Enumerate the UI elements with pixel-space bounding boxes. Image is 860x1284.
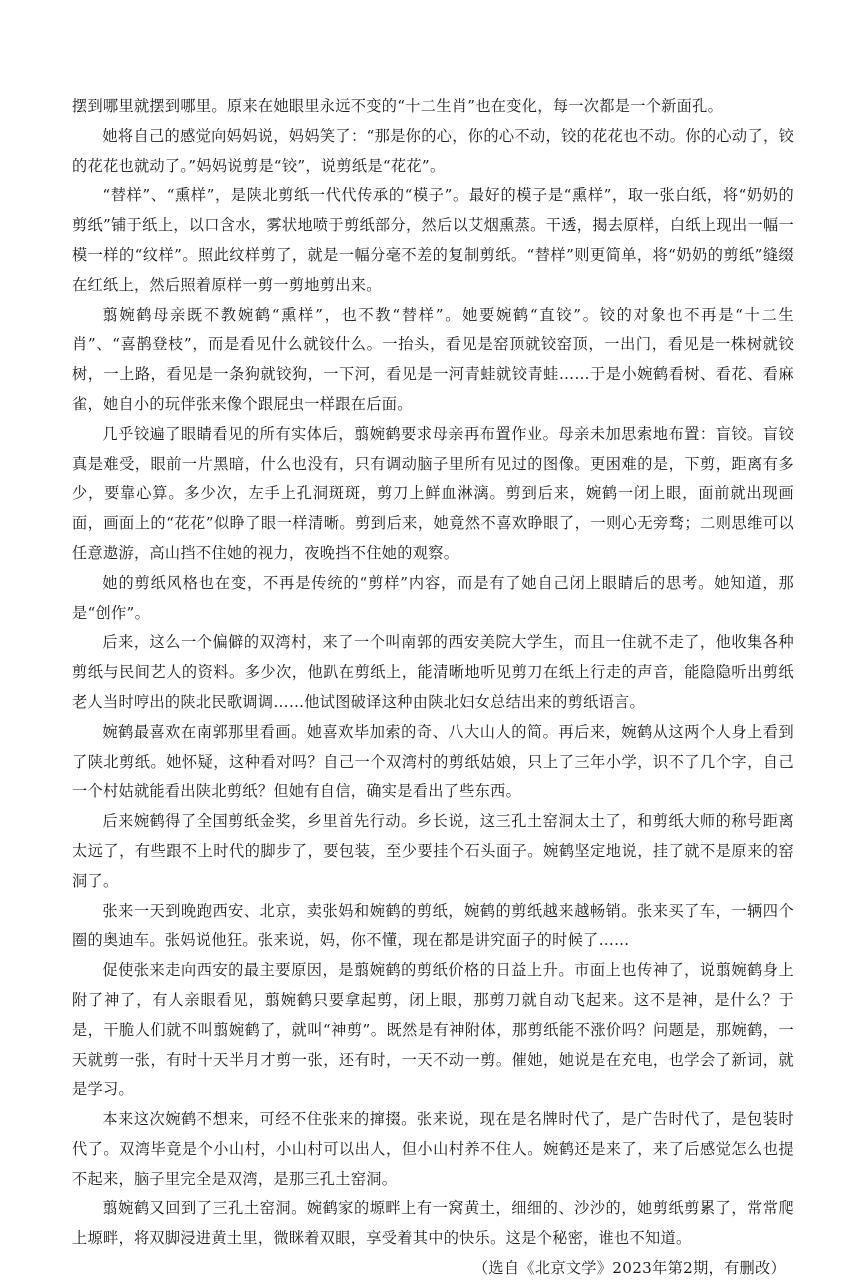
- paragraph: 摆到哪里就摆到哪里。原来在她眼里永远不变的“十二生肖”也在变化，每一次都是一个新面孔。: [72, 97, 724, 115]
- paragraph: 本来这次婉鹤不想来，可经不住张来的撺掇。张来说，现在是名牌时代了，是广告时代了，是包装时代了。双湾毕竟是个小山村，小山村可以出人，但小山村养不住人。婉鹤还是来了，来了后感觉怎么也提不起来，脑子里完全是双湾，是那三孔土窑洞。: [72, 1110, 794, 1188]
- paragraph: 她的剪纸风格也在变，不再是传统的“剪样”内容，而是有了她自己闭上眼睛后的思考。她知道，那是“创作”。: [72, 573, 794, 622]
- paragraph: 张来一天到晚跑西安、北京，卖张妈和婉鹤的剪纸，婉鹤的剪纸越来越畅销。张来买了车，一辆四个圈的奥迪车。张妈说他狂。张来说，妈，你不懂，现在都是讲究面子的时候了……: [72, 901, 794, 950]
- paragraph: “替样”、“熏样”，是陕北剪纸一代代传承的“模子”。最好的模子是“熏样”，取一张白纸，将“奶奶的剪纸”铺于纸上，以口含水，雾状地喷于剪纸部分，然后以艾烟熏蒸。干透，揭去原样，白纸上现出一幅一模一样的“纹样”。照此纹样剪了，就是一幅分毫不差的复制剪纸。“替样”则更简单，将“奶奶的剪纸”缝缀在红纸上，然后照着原样一剪一剪地剪出来。: [72, 186, 794, 294]
- paragraph: 后来，这么一个偏僻的双湾村，来了一个叫南郭的西安美院大学生，而且一住就不走了，他收集各种剪纸与民间艺人的资料。多少次，他趴在剪纸上，能清晰地听见剪刀在纸上行走的声音，能隐隐听出剪纸老人当时哼出的陕北民歌调调……他试图破译这种由陕北妇女总结出来的剪纸语言。: [72, 633, 794, 711]
- paragraph: 促使张来走向西安的最主要原因，是翦婉鹤的剪纸价格的日益上升。市面上也传神了，说翦婉鹤身上附了神了，有人亲眼看见，翦婉鹤只要拿起剪，闭上眼，那剪刀就自动飞起来。这不是神，是什么？于是，干脆人们就不叫翦婉鹤了，就叫“神剪”。既然是有神附体，那剪纸能不涨价吗？问题是，那婉鹤，一天就剪一张，有时十天半月才剪一张，还有时，一天不动一剪。催她，她说是在充电，也学会了新词，就是学习。: [72, 961, 794, 1099]
- article-body: [72, 92, 794, 1284]
- paragraph: 翦婉鹤母亲既不教婉鹤“熏样”，也不教“替样”。她要婉鹤“直铰”。铰的对象也不再是“十二生肖”、“喜鹊登枝”，而是看见什么就铰什么。一抬头，看见是窑顶就铰窑顶，一出门，看见是一株树就铰树，一上路，看见是一条狗就铰狗，一下河，看见是一河青蛙就铰青蛙……于是小婉鹤看树、看花、看麻雀，她自小的玩伴张来像个跟屁虫一样跟在后面。: [72, 305, 794, 413]
- paragraph: 后来婉鹤得了全国剪纸金奖，乡里首先行动。乡长说，这三孔土窑洞太土了，和剪纸大师的称号距离太远了，有些跟不上时代的脚步了，要包装，至少要挂个石头面子。婉鹤坚定地说，挂了就不是原来的窑洞了。: [72, 812, 794, 890]
- paragraph: 几乎铰遍了眼睛看见的所有实体后，翦婉鹤要求母亲再布置作业。母亲未加思索地布置：盲铰。盲铰真是难受，眼前一片黑暗，什么也没有，只有调动脑子里所有见过的图像。更困难的是，下剪，距离有多少，要靠心算。多少次，左手上孔洞斑斑，剪刀上鲜血淋漓。剪到后来，婉鹤一闭上眼，面前就出现画面，画面上的“花花”似睁了眼一样清晰。剪到后来，她竟然不喜欢睁眼了，一则心无旁骛；二则思维可以任意遨游，高山挡不住她的视力，夜晚挡不住她的观察。: [72, 424, 794, 562]
- paragraph: 翦婉鹤又回到了三孔土窑洞。婉鹤家的塬畔上有一窝黄土，细细的、沙沙的，她剪纸剪累了，常常爬上塬畔，将双脚浸进黄土里，微眯着双眼，享受着其中的快乐。这是个秘密，谁也不知道。: [72, 1199, 794, 1248]
- paragraph: 她将自己的感觉向妈妈说，妈妈笑了：“那是你的心，你的心不动，铰的花花也不动。你的心动了，铰的花花也就动了。”妈妈说剪是“铰”，说剪纸是“花花”。: [72, 126, 794, 175]
- paragraph: 婉鹤最喜欢在南郭那里看画。她喜欢毕加索的奇、八大山人的简。再后来，婉鹤从这两个人身上看到了陕北剪纸。她怀疑，这种看对吗？自己一个双湾村的剪纸姑娘，只上了三年小学，识不了几个字，自己一个村姑就能看出陕北剪纸？但她有自信，确实是看出了些东西。: [72, 722, 794, 801]
- source-citation: （选自《北京文学》2023年第2期，有删改）: [472, 1259, 786, 1278]
